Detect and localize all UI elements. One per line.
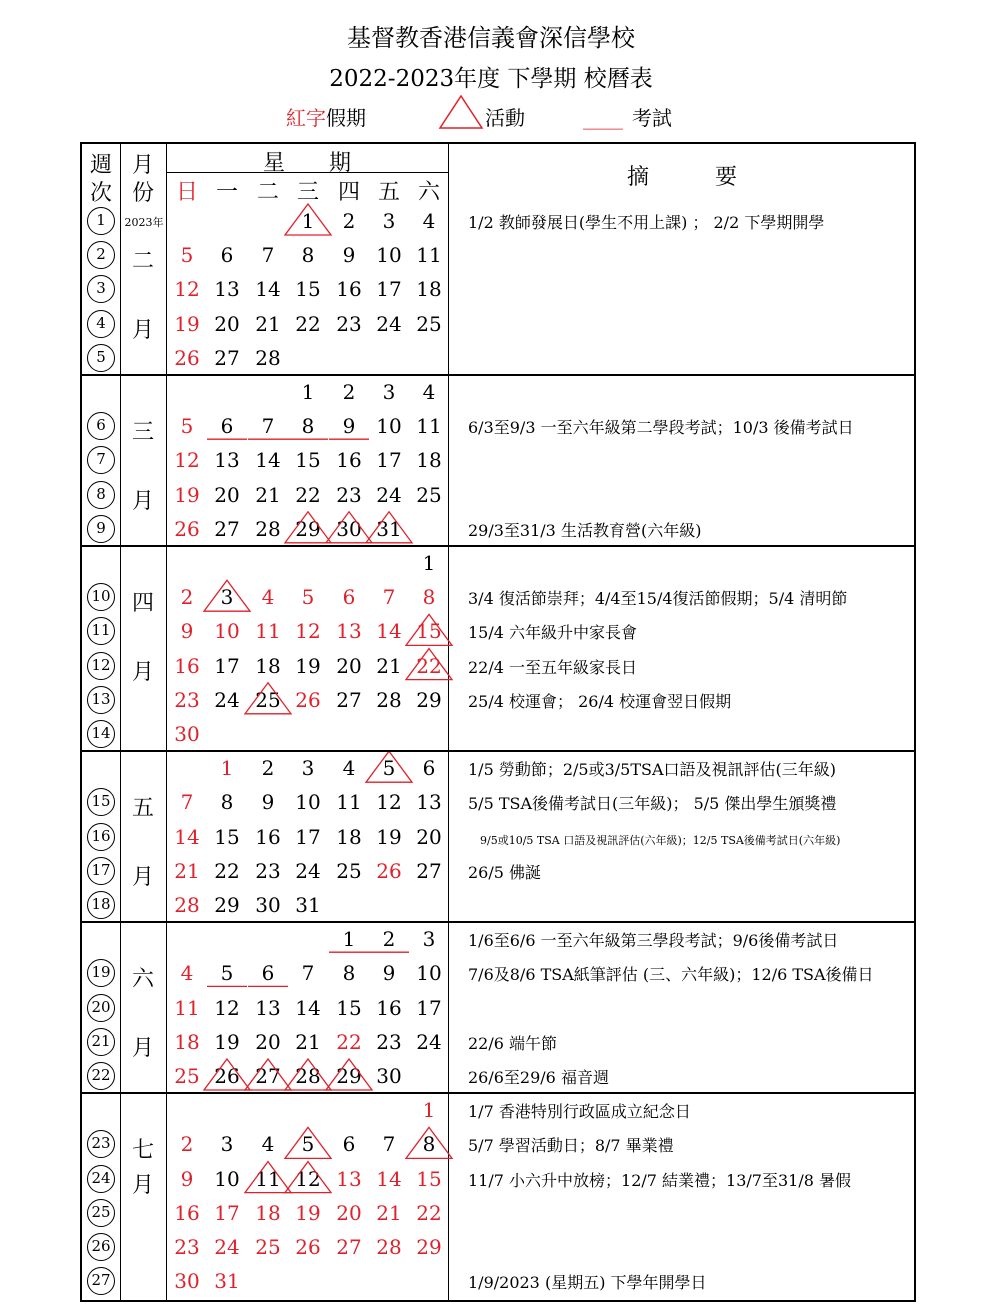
calendar-day: 26 [295,687,321,712]
calendar-day: 4 [180,961,194,986]
calendar-day: 11 [255,619,281,644]
calendar-day: 30 [255,893,281,917]
week-number: 27 [87,1267,115,1295]
calendar-day: 14 [295,995,321,1020]
calendar-day: 1 [422,1098,436,1123]
summary-note: 1/7 香港特別行政區成立紀念日 [468,1102,691,1122]
calendar-day: 9 [342,243,356,268]
week-number: 15 [87,788,115,816]
calendar-day: 23 [336,311,362,336]
calendar-day: 10 [376,243,402,268]
calendar-day: 11 [174,995,200,1020]
calendar-day: 13 [416,790,442,815]
month-divider [82,921,914,923]
calendar-day: 24 [214,1235,240,1259]
calendar-day: 11 [336,790,362,815]
calendar-day: 17 [376,277,402,302]
calendar-day: 13 [336,1166,362,1191]
summary-note: 1/5 勞動節；2/5或3/5TSA口語及視訊評估(三年級) [468,760,837,780]
month-name: 六 [131,967,154,993]
summary-note: 29/3至31/3 生活教育營(六年級) [468,520,702,540]
calendar-day: 1 [422,551,436,575]
calendar-day: 27 [214,516,240,541]
calendar-day: 16 [376,995,402,1020]
week-number: 24 [87,1165,115,1193]
month-name: 月 [131,488,154,514]
calendar-day: 10 [214,619,240,644]
calendar-day: 17 [214,1200,240,1225]
calendar-day: 5 [220,961,234,986]
weekday-6: 六 [417,180,440,205]
year-label: 2023年 [124,216,164,229]
calendar-day: 24 [214,687,240,712]
week-number: 25 [87,1199,115,1227]
calendar-day: 24 [376,311,402,336]
calendar-day: 2 [180,585,194,610]
calendar-day: 5 [301,1132,315,1157]
calendar-day: 31 [376,516,402,541]
calendar-day: 12 [174,448,200,473]
calendar-day: 10 [416,961,442,986]
header-month-1: 月 [131,153,154,178]
calendar-day: 30 [336,516,362,541]
summary-note: 26/6至29/6 福音週 [468,1068,609,1087]
calendar-day: 14 [255,277,281,302]
header-month-2: 份 [131,181,154,206]
week-number: 23 [87,1130,115,1158]
calendar-day: 15 [336,995,362,1020]
legend-activity-label: 活動 [485,106,525,130]
calendar-day: 22 [416,653,442,678]
weekday-2: 二 [256,180,279,205]
calendar-day: 9 [180,619,194,644]
calendar-day: 16 [174,1200,200,1225]
calendar-day: 19 [376,824,402,849]
calendar-day: 8 [220,790,234,815]
week-number: 2 [87,241,115,269]
weekday-5: 五 [377,180,400,205]
calendar-day: 14 [376,619,402,644]
week-number: 7 [87,446,115,474]
calendar-day: 12 [174,277,200,302]
calendar-day: 17 [376,448,402,473]
calendar-day: 29 [214,893,240,917]
week-number: 5 [87,344,115,372]
calendar-day: 6 [220,414,234,439]
calendar-day: 20 [416,824,442,849]
calendar-day: 26 [214,1064,240,1088]
summary-note: 7/6及8/6 TSA紙筆評估 (三、六年級)；12/6 TSA後備日 [468,965,874,985]
calendar-day: 23 [376,1029,402,1054]
summary-note: 1/2 教師發展日(學生不用上課) ； 2/2 下學期開學 [468,213,825,232]
weekday-3: 三 [296,180,319,205]
summary-note: 1/9/2023 (星期五) 下學年開學日 [468,1273,707,1293]
week-number: 11 [87,617,115,645]
calendar-day: 20 [336,1200,362,1225]
calendar-day: 25 [336,858,362,883]
month-name: 二 [131,249,154,275]
calendar-day: 18 [174,1029,200,1054]
week-number: 26 [87,1233,115,1261]
calendar-day: 20 [214,482,240,507]
calendar-day: 8 [422,585,436,610]
calendar-title: 2022-2023年度 下學期 校曆表 [329,66,653,92]
calendar-day: 26 [174,516,200,541]
calendar-day: 20 [255,1029,281,1054]
calendar-day: 6 [342,1132,356,1157]
calendar-day: 21 [174,858,200,883]
calendar-day: 7 [261,243,275,268]
calendar-day: 15 [416,1166,442,1191]
calendar-day: 3 [220,585,234,610]
summary-note: 9/5或10/5 TSA 口語及視訊評估(六年級)；12/5 TSA後備考試日(六年級) [480,833,841,847]
calendar-day: 30 [376,1064,402,1088]
calendar-day: 14 [376,1166,402,1191]
calendar-day: 12 [295,1166,321,1191]
calendar-day: 31 [295,893,321,917]
calendar-day: 27 [255,1064,281,1088]
calendar-day: 30 [174,722,200,746]
calendar-day: 25 [255,1235,281,1259]
legend [0,102,982,132]
calendar-day: 5 [382,756,396,781]
calendar-day: 21 [376,653,402,678]
calendar-day: 20 [336,653,362,678]
calendar-day: 14 [255,448,281,473]
calendar-day: 21 [376,1200,402,1225]
calendar-day: 8 [301,243,315,268]
week-number: 20 [87,994,115,1022]
calendar-day: 3 [382,380,396,404]
calendar-day: 26 [376,858,402,883]
calendar-day: 9 [180,1166,194,1191]
calendar-day: 27 [214,345,240,370]
calendar-day: 29 [416,1235,442,1259]
calendar-day: 26 [295,1235,321,1259]
month-divider [82,1092,914,1094]
calendar-day: 3 [301,756,315,781]
calendar-day: 7 [261,414,275,439]
calendar-day: 4 [342,756,356,781]
calendar-day: 17 [295,824,321,849]
calendar-day: 18 [255,653,281,678]
calendar-day: 29 [295,516,321,541]
calendar-day: 4 [261,1132,275,1157]
summary-note: 22/4 一至五年級家長日 [468,657,638,677]
calendar-day: 12 [214,995,240,1020]
week-number: 22 [87,1062,115,1090]
calendar-day: 1 [342,927,356,952]
summary-note: 26/5 佛誕 [468,862,542,882]
legend-triangle-icon [438,94,484,130]
calendar-day: 22 [295,311,321,336]
calendar-day: 7 [180,790,194,815]
calendar-table [80,142,916,1302]
summary-note: 11/7 小六升中放榜；12/7 結業禮；13/7至31/8 暑假 [468,1170,851,1190]
month-name: 月 [131,659,154,685]
calendar-day: 25 [174,1064,200,1088]
calendar-day: 28 [174,893,200,917]
week-number: 4 [87,310,115,338]
calendar-day: 13 [214,277,240,302]
month-name: 三 [131,420,154,446]
week-number: 19 [87,959,115,987]
calendar-day: 13 [255,995,281,1020]
calendar-day: 22 [214,858,240,883]
calendar-day: 9 [382,961,396,986]
calendar-day: 22 [416,1200,442,1225]
week-number: 3 [87,275,115,303]
calendar-day: 7 [301,961,315,986]
calendar-day: 5 [301,585,315,610]
calendar-day: 6 [261,961,275,986]
calendar-day: 18 [255,1200,281,1225]
summary-note: 5/7 學習活動日；8/7 畢業禮 [468,1136,674,1156]
calendar-day: 18 [336,824,362,849]
week-number: 13 [87,686,115,714]
calendar-day: 11 [255,1166,281,1191]
calendar-day: 28 [255,516,281,541]
calendar-day: 16 [174,653,200,678]
calendar-day: 25 [416,482,442,507]
month-divider [82,750,914,752]
month-name: 七 [131,1138,154,1164]
legend-red-text: 紅字 [286,106,326,130]
weekday-0: 日 [175,180,198,205]
week-number: 14 [87,720,115,748]
week-number: 21 [87,1028,115,1056]
calendar-day: 19 [174,311,200,336]
calendar-day: 21 [255,482,281,507]
calendar-day: 17 [416,995,442,1020]
calendar-day: 19 [295,653,321,678]
calendar-day: 21 [255,311,281,336]
calendar-day: 29 [416,687,442,712]
calendar-day: 13 [336,619,362,644]
divider [120,144,121,1300]
calendar-day: 16 [336,448,362,473]
summary-note: 5/5 TSA後備考試日(三年級)； 5/5 傑出學生頒獎禮 [468,794,837,814]
calendar-day: 26 [174,345,200,370]
week-number: 18 [87,891,115,919]
calendar-day: 15 [295,448,321,473]
calendar-day: 8 [301,414,315,439]
calendar-day: 19 [295,1200,321,1225]
calendar-day: 8 [342,961,356,986]
calendar-day: 28 [376,687,402,712]
calendar-day: 22 [295,482,321,507]
week-number: 9 [87,515,115,543]
weekday-1: 一 [215,180,238,205]
calendar-day: 19 [174,482,200,507]
calendar-day: 30 [174,1269,200,1294]
month-divider [82,374,914,376]
calendar-day: 10 [214,1166,240,1191]
month-name: 四 [131,591,154,617]
calendar-day: 28 [376,1235,402,1259]
calendar-day: 29 [336,1064,362,1088]
calendar-day: 11 [416,414,442,439]
calendar-day: 6 [342,585,356,610]
header-summary: 摘 要 [626,165,737,190]
calendar-day: 24 [376,482,402,507]
calendar-day: 23 [336,482,362,507]
school-name: 基督教香港信義會深信學校 [347,24,635,52]
calendar-day: 6 [422,756,436,781]
calendar-day: 6 [220,243,234,268]
weekday-4: 四 [337,180,360,205]
summary-note: 15/4 六年級升中家長會 [468,623,638,643]
calendar-day: 16 [255,824,281,849]
summary-note: 1/6至6/6 一至六年級第三學段考試；9/6後備考試日 [468,931,839,951]
summary-note: 22/6 端午節 [468,1033,558,1053]
legend-holiday-label: 假期 [326,106,366,130]
week-number: 16 [87,823,115,851]
calendar-day: 2 [342,380,356,404]
calendar-day: 7 [382,585,396,610]
month-name: 月 [131,317,154,343]
calendar-day: 3 [220,1132,234,1157]
calendar-day: 27 [336,687,362,712]
calendar-day: 15 [416,619,442,644]
calendar-day: 10 [376,414,402,439]
summary-note: 25/4 校運會； 26/4 校運會翌日假期 [468,691,732,711]
calendar-day: 15 [214,824,240,849]
week-number: 10 [87,583,115,611]
calendar-day: 12 [295,619,321,644]
header-week-2: 次 [89,181,112,206]
calendar-day: 27 [416,858,442,883]
calendar-day: 15 [295,277,321,302]
calendar-day: 31 [214,1269,240,1294]
legend-exam-line: ____ [583,106,623,130]
calendar-day: 23 [174,687,200,712]
summary-note: 3/4 復活節崇拜；4/4至15/4復活節假期；5/4 清明節 [468,589,848,609]
week-number: 8 [87,481,115,509]
legend-exam-label: 考試 [632,106,672,130]
calendar-day: 25 [255,687,281,712]
calendar-day: 22 [336,1029,362,1054]
calendar-day: 8 [422,1132,436,1157]
calendar-day: 9 [261,790,275,815]
calendar-day: 9 [342,414,356,439]
calendar-day: 1 [301,380,315,404]
calendar-day: 2 [180,1132,194,1157]
calendar-day: 3 [422,927,436,952]
calendar-day: 14 [174,824,200,849]
calendar-day: 21 [295,1029,321,1054]
calendar-day: 18 [416,448,442,473]
week-number: 12 [87,652,115,680]
week-number: 17 [87,857,115,885]
week-number: 6 [87,412,115,440]
calendar-day: 1 [301,209,315,233]
calendar-day: 28 [295,1064,321,1088]
calendar-day: 7 [382,1132,396,1157]
calendar-day: 11 [416,243,442,268]
calendar-day: 12 [376,790,402,815]
calendar-day: 20 [214,311,240,336]
calendar-day: 13 [214,448,240,473]
calendar-day: 5 [180,243,194,268]
week-number: 1 [87,207,115,235]
summary-note: 6/3至9/3 一至六年級第二學段考試；10/3 後備考試日 [468,418,854,438]
month-divider [82,545,914,547]
calendar-day: 28 [255,345,281,370]
calendar-day: 23 [255,858,281,883]
calendar-day: 1 [220,756,234,781]
calendar-day: 3 [382,209,396,233]
calendar-day: 23 [174,1235,200,1259]
calendar-day: 4 [261,585,275,610]
calendar-day: 18 [416,277,442,302]
calendar-day: 17 [214,653,240,678]
month-name: 月 [131,864,154,890]
calendar-day: 4 [422,380,436,404]
calendar-day: 10 [295,790,321,815]
calendar-day: 2 [342,209,356,233]
calendar-day: 24 [295,858,321,883]
calendar-day: 19 [214,1029,240,1054]
calendar-day: 25 [416,311,442,336]
month-name: 月 [131,1172,154,1198]
month-name: 五 [131,796,154,822]
calendar-day: 16 [336,277,362,302]
calendar-day: 2 [261,756,275,781]
calendar-day: 4 [422,209,436,233]
calendar-day: 2 [382,927,396,952]
calendar-day: 24 [416,1029,442,1054]
calendar-day: 27 [336,1235,362,1259]
month-name: 月 [131,1035,154,1061]
header-weekday-title: 星 期 [262,151,351,176]
header-week-1: 週 [89,153,112,178]
calendar-day: 5 [180,414,194,439]
